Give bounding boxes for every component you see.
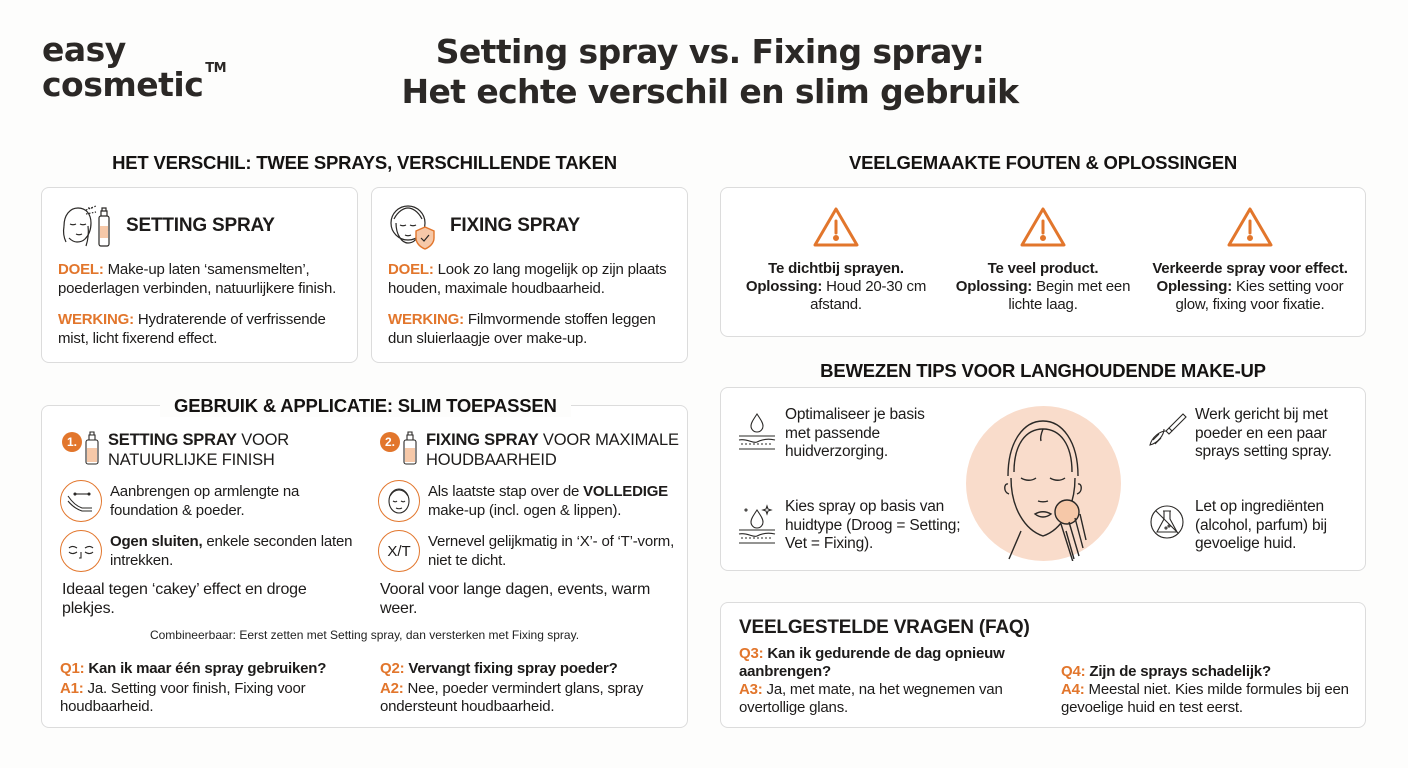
mistakes-card xyxy=(720,187,1366,337)
fixing-ideal-text: Vooral voor lange dagen, events, warm weer. xyxy=(380,581,651,617)
tip-item xyxy=(1147,498,1362,554)
step-number-badge: 1. xyxy=(62,432,82,452)
usage-step xyxy=(380,480,680,522)
fixing-spray-title: FIXING SPRAY xyxy=(450,215,580,236)
logo-line-2: cosmetic xyxy=(42,65,204,104)
tips-heading: BEWEZEN TIPS VOOR LANGHOUDENDE MAKE-UP xyxy=(820,360,1266,381)
step-number-badge: 2. xyxy=(380,432,400,452)
fixing-action: WERKING: Filmvormende stoffen leggen dun sluierlaagje over make-up. xyxy=(388,311,656,347)
brand-logo xyxy=(42,30,227,104)
setting-spray-title: SETTING SPRAY xyxy=(126,215,275,236)
faq-item-1: Q1: Kan ik maar één spray gebruiken? A1: Ja. Setting voor finish, Fixing voor houdbaarheid. xyxy=(60,660,327,715)
powder-brush-icon xyxy=(1147,410,1187,450)
usage-step xyxy=(380,530,680,572)
spray-bottle-icon xyxy=(84,430,100,466)
fixing-usage-column xyxy=(380,430,680,618)
warning-icon xyxy=(812,206,860,248)
usage-step-text: Aanbrengen op armlengte na foundation & poeder. xyxy=(110,483,300,519)
face-spray-icon xyxy=(58,202,114,250)
mistake-item: Verkeerde spray voor effect. Oplessing: Kies setting voor glow, fixing voor fixatie. xyxy=(1145,206,1355,314)
no-chemicals-icon xyxy=(1147,502,1187,542)
tip-item xyxy=(1147,406,1362,462)
warning-icon xyxy=(1226,206,1274,248)
faq-item-4: Q4: Zijn de sprays schadelijk? A4: Meestal niet. Kies milde formules bij een gevoelige huid en test eerst. xyxy=(1061,663,1349,716)
tip-item xyxy=(737,406,952,462)
face-illustration xyxy=(966,406,1121,561)
skin-type-icon xyxy=(737,502,777,546)
usage-step xyxy=(62,480,362,522)
faq-heading: VEELGESTELDE VRAGEN (FAQ) xyxy=(739,617,1030,638)
setting-usage-title: SETTING SPRAY VOOR NATUURLIJKE FINISH xyxy=(108,431,290,469)
tip-text: Optimaliseer je basis met passende huidverzorging. xyxy=(785,406,925,460)
setting-action: WERKING: Hydraterende of verfrissende mist, licht fixerend effect. xyxy=(58,311,326,347)
faq-item-3: Q3: Kan ik gedurende de dag opnieuw aanbrengen? A3: Ja, met mate, na het wegnemen van overtollige glans. xyxy=(739,645,1005,716)
mistakes-heading: VEELGEMAAKTE FOUTEN & OPLOSSINGEN xyxy=(848,152,1238,173)
usage-heading: GEBRUIK & APPLICATIE: SLIM TOEPASSEN xyxy=(160,395,571,417)
title-line-1: Setting spray vs. Fixing spray: xyxy=(435,32,985,71)
faq-item-2: Q2: Vervangt fixing spray poeder? A2: Nee, poeder vermindert glans, spray ondersteunt houdbaarheid. xyxy=(380,660,644,715)
fixing-goal: DOEL: Look zo lang mogelijk op zijn plaats houden, maximale houdbaarheid. xyxy=(388,261,667,297)
setting-ideal-text: Ideaal tegen ‘cakey’ effect en droge plekjes. xyxy=(62,581,307,617)
usage-step-text: Vernevel gelijkmatig in ‘X’- of ‘T’-vorm, niet te dicht. xyxy=(428,533,675,569)
difference-heading: HET VERSCHIL: TWEE SPRAYS, VERSCHILLENDE TAKEN xyxy=(112,152,617,173)
tips-card xyxy=(720,387,1366,571)
skin-drop-icon xyxy=(737,410,777,454)
closed-eyes-icon xyxy=(60,530,102,572)
page-title xyxy=(330,32,1090,112)
fixing-usage-title: FIXING SPRAY VOOR MAXIMALE HOUDBAARHEID xyxy=(426,431,679,469)
full-face-icon xyxy=(378,480,420,522)
tip-text: Werk gericht bij met poeder en een paar sprays setting spray. xyxy=(1195,406,1332,460)
mistake-item: Te veel product. Oplossing: Begin met een lichte laag. xyxy=(938,206,1148,314)
setting-spray-card xyxy=(41,187,358,363)
arm-length-icon xyxy=(60,480,102,522)
fixing-spray-card xyxy=(371,187,688,363)
spray-bottle-icon xyxy=(402,430,418,466)
tip-text: Kies spray op basis van huidtype (Droog = Setting; Vet = Fixing). xyxy=(785,498,961,552)
usage-step xyxy=(62,530,362,572)
title-line-2: Het echte verschil en slim gebruik xyxy=(401,72,1019,111)
setting-usage-column xyxy=(62,430,362,618)
usage-step-text: Ogen sluiten, enkele seconden laten intrekken. xyxy=(110,533,353,569)
usage-step-text: Als laatste stap over de VOLLEDIGE make-up (incl. ogen & lippen). xyxy=(428,483,668,519)
usage-card xyxy=(41,405,688,728)
combine-note: Combineerbaar: Eerst zetten met Setting spray, dan versterken met Fixing spray. xyxy=(149,628,580,642)
mistake-item: Te dichtbij sprayen. Oplossing: Houd 20-30 cm afstand. xyxy=(731,206,941,314)
logo-line-1: easy xyxy=(42,30,126,69)
faq-card xyxy=(720,602,1366,728)
warning-icon xyxy=(1019,206,1067,248)
trademark-mark: TM xyxy=(205,61,227,76)
setting-goal: DOEL: Make-up laten ‘samensmelten’, poederlagen verbinden, natuurlijkere finish. xyxy=(58,261,337,297)
x-t-pattern-icon: X/T xyxy=(378,530,420,572)
face-shield-icon xyxy=(388,201,438,251)
tip-text: Let op ingrediënten (alcohol, parfum) bij gevoelige huid. xyxy=(1195,498,1327,552)
tip-item xyxy=(737,498,962,554)
